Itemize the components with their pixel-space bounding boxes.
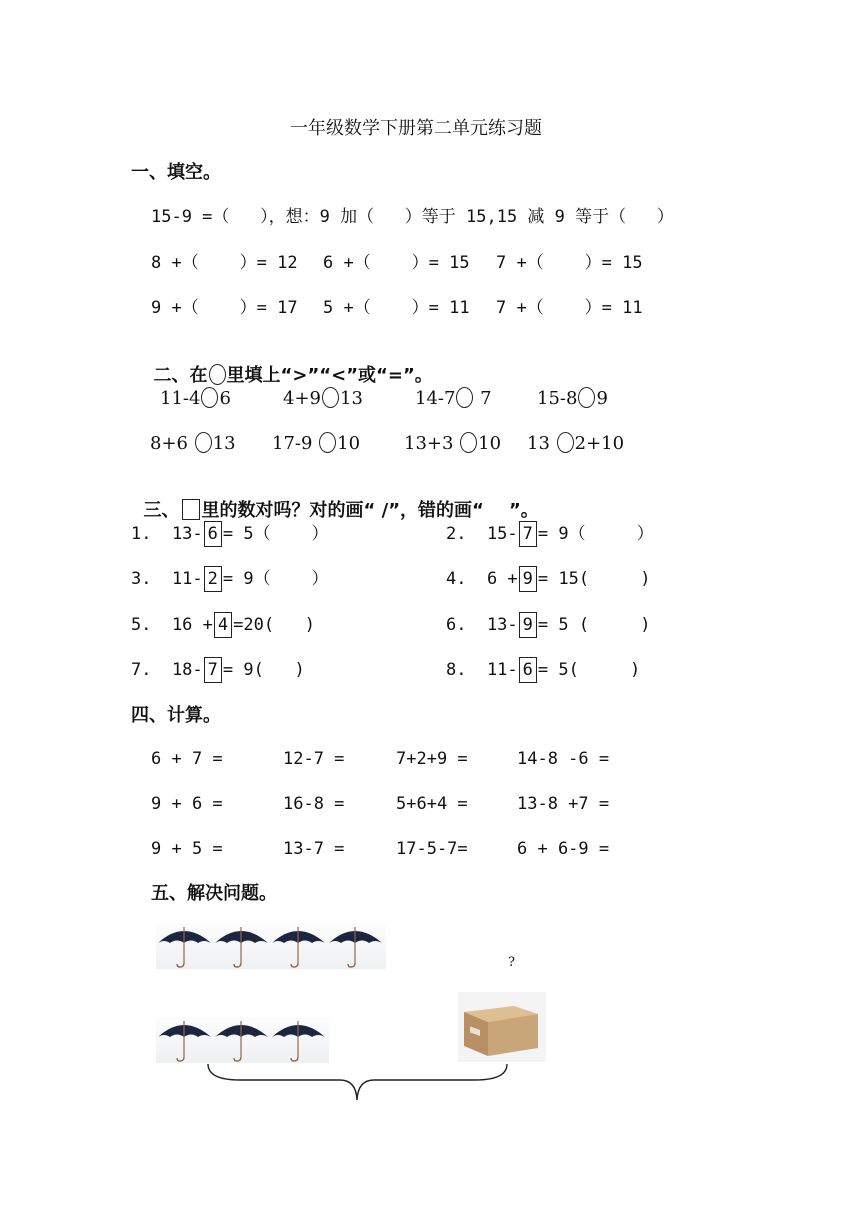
fill-blank-item: 7 +（ ）= 15	[496, 253, 643, 273]
compare-right: 13	[340, 388, 363, 409]
section-1-heading: 一、填空。	[131, 162, 221, 183]
boxed-number: 9	[519, 612, 537, 638]
check-item-post[interactable]: = 5( )	[537, 660, 641, 680]
check-item-post[interactable]: = 15( )	[537, 569, 651, 589]
calc-item: 5+6+4 =	[396, 794, 468, 814]
compare-item	[537, 387, 608, 410]
compare-circle[interactable]	[201, 387, 218, 408]
umbrella-icon	[327, 923, 384, 969]
boxed-number: 7	[519, 521, 537, 547]
compare-circle[interactable]	[578, 387, 595, 408]
compare-item	[527, 432, 624, 455]
check-item	[131, 521, 329, 547]
compare-item	[283, 387, 363, 410]
compare-right: 6	[219, 388, 231, 409]
check-item-pre: 5. 16 +	[131, 615, 213, 635]
check-item	[131, 657, 305, 683]
umbrella-icon	[213, 1017, 270, 1063]
brace-icon	[200, 1062, 515, 1104]
boxed-number: 7	[204, 657, 222, 683]
compare-circle[interactable]	[557, 432, 574, 453]
cardboard-box-image	[458, 992, 546, 1062]
compare-right: 7	[474, 388, 492, 409]
compare-item	[160, 387, 231, 410]
compare-left: 13	[527, 433, 556, 454]
compare-circle[interactable]	[456, 387, 473, 408]
section-3-heading-a: 三、	[143, 500, 180, 521]
boxed-number: 6	[519, 657, 537, 683]
calc-item: 13-7 =	[283, 839, 345, 859]
check-item-pre: 3. 11-	[131, 569, 203, 589]
umbrella-icon	[156, 923, 213, 969]
calc-item: 14-8 -6 =	[517, 749, 610, 769]
check-item-post[interactable]: = 9（ ）	[222, 569, 329, 589]
calc-item: 17-5-7=	[396, 839, 468, 859]
fill-blank-line-1: 15-9 =（ ），想：9 加（ ）等于 15,15 减 9 等于（ ）	[151, 207, 674, 227]
section-3-heading	[131, 477, 539, 522]
page-title: 一年级数学下册第二单元练习题	[290, 118, 542, 139]
compare-item	[150, 432, 236, 455]
check-item-post[interactable]: =20( )	[233, 615, 316, 635]
compare-circle[interactable]	[322, 387, 339, 408]
boxed-number: 6	[204, 521, 222, 547]
compare-left: 13+3	[404, 433, 460, 454]
compare-item	[415, 387, 492, 410]
calc-item: 6 + 6-9 =	[517, 839, 610, 859]
umbrella-row-top	[156, 923, 386, 969]
compare-right: 10	[337, 433, 361, 454]
fill-blank-item: 6 +（ ）= 15	[323, 253, 470, 273]
check-item-post[interactable]: = 9（ ）	[537, 524, 654, 544]
compare-right: 13	[212, 433, 236, 454]
calc-item: 9 + 5 =	[151, 839, 223, 859]
calc-item: 6 + 7 =	[151, 749, 223, 769]
calc-item: 13-8 +7 =	[517, 794, 610, 814]
check-item	[446, 657, 640, 683]
section-2-heading-b: 里填上“>”“<”或“=”。	[226, 365, 433, 386]
compare-left: 17-9	[272, 433, 319, 454]
umbrella-icon	[270, 1017, 327, 1063]
compare-left: 11-4	[160, 388, 201, 409]
calc-item: 12-7 =	[283, 749, 345, 769]
boxed-number: 9	[519, 566, 537, 592]
compare-circle[interactable]	[460, 432, 477, 453]
umbrella-row-bottom	[156, 1017, 329, 1063]
compare-right: 9	[596, 388, 608, 409]
compare-item	[272, 432, 360, 455]
fill-blank-item: 8 +（ ）= 12	[151, 253, 298, 273]
circle-icon	[209, 364, 226, 385]
check-item-pre: 2. 15-	[446, 524, 518, 544]
boxed-number: 4	[214, 612, 232, 638]
compare-right: 2+10	[574, 433, 625, 454]
section-2-heading-a: 二、在	[153, 365, 208, 386]
check-item	[446, 566, 651, 592]
compare-left: 14-7	[415, 388, 456, 409]
check-item-pre: 6. 13-	[446, 615, 518, 635]
check-item-post[interactable]: = 5（ ）	[222, 524, 329, 544]
check-item	[131, 566, 329, 592]
check-item-pre: 8. 11-	[446, 660, 518, 680]
compare-circle[interactable]	[319, 432, 336, 453]
section-5-heading: 五、解决问题。	[151, 883, 277, 904]
calc-item: 7+2+9 =	[396, 749, 468, 769]
check-item	[131, 612, 315, 638]
check-item-pre: 1. 13-	[131, 524, 203, 544]
check-item-post[interactable]: = 9( )	[222, 660, 305, 680]
compare-circle[interactable]	[195, 432, 212, 453]
fill-blank-item: 7 +（ ）= 11	[496, 298, 643, 318]
umbrella-icon	[156, 1017, 213, 1063]
umbrella-icon	[213, 923, 270, 969]
check-item	[446, 612, 651, 638]
compare-right: 10	[478, 433, 502, 454]
compare-left: 8+6	[150, 433, 194, 454]
section-4-heading: 四、计算。	[131, 705, 221, 726]
check-item	[446, 521, 654, 547]
compare-item	[404, 432, 501, 455]
calc-item: 16-8 =	[283, 794, 345, 814]
check-item-pre: 4. 6 +	[446, 569, 518, 589]
question-mark: ?	[508, 955, 515, 970]
compare-left: 15-8	[537, 388, 578, 409]
square-icon	[182, 499, 200, 520]
boxed-number: 2	[204, 566, 222, 592]
fill-blank-item: 5 +（ ）= 11	[323, 298, 470, 318]
section-2-heading	[141, 342, 433, 387]
fill-blank-item: 9 +（ ）= 17	[151, 298, 298, 318]
check-item-post[interactable]: = 5 ( )	[537, 615, 651, 635]
section-3-heading-b: 里的数对吗？对的画“ /”，错的画“ ”。	[201, 500, 539, 521]
compare-left: 4+9	[283, 388, 321, 409]
umbrella-icon	[270, 923, 327, 969]
calc-item: 9 + 6 =	[151, 794, 223, 814]
check-item-pre: 7. 18-	[131, 660, 203, 680]
